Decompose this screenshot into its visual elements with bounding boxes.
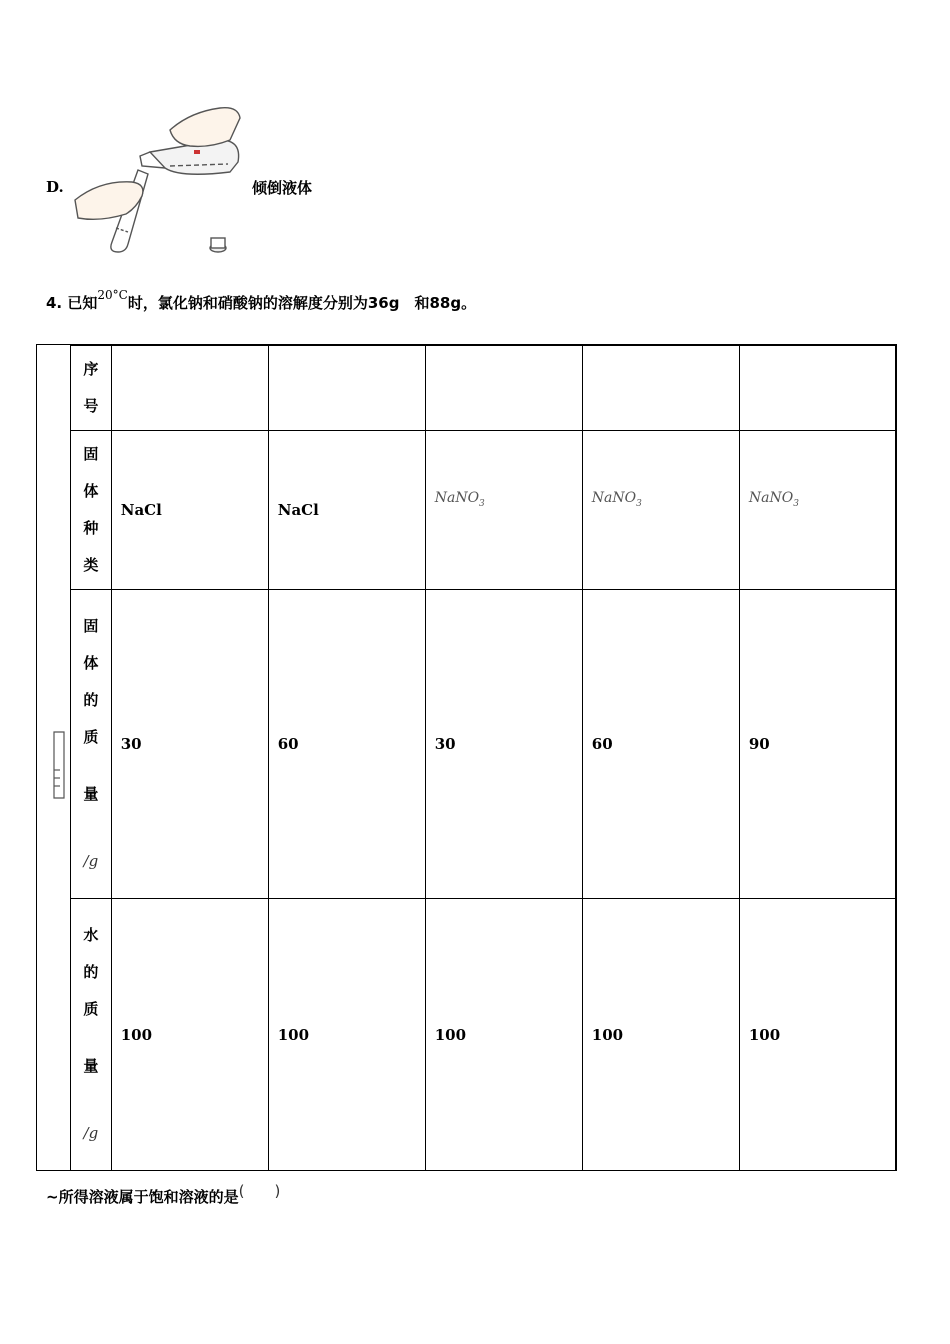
chem-formula: NaNO$_3$: [434, 489, 485, 509]
table-row-solid-type: [71, 431, 896, 590]
question-4: [46, 288, 477, 313]
table-cell: 60: [268, 590, 425, 899]
question-prompt: [46, 1182, 281, 1207]
temperature: 20°C: [97, 288, 128, 302]
table-cell: NaCl: [268, 431, 425, 590]
option-d-text: 倾倒液体: [252, 179, 313, 197]
chem-formula: NaNO$_3$: [748, 489, 799, 509]
table-cell: [739, 431, 895, 590]
experiment-table: [36, 344, 897, 1171]
table-cell: [739, 346, 895, 431]
row-header-water-mass: 水 的 质 量 /g: [71, 899, 112, 1171]
table-cell: 100: [111, 899, 268, 1171]
row-header-solid-type: 固 体 种 类: [71, 431, 112, 590]
table-cell: [425, 346, 582, 431]
question-prefix: 已知: [67, 294, 98, 312]
question-text: 时，氯化钠和硝酸钠的溶解度分别为36g 和88g。: [127, 294, 477, 312]
table-cell: 60: [582, 590, 739, 899]
table-row-solid-mass: [71, 590, 896, 899]
table-cell: [425, 431, 582, 590]
table-cell: 100: [425, 899, 582, 1171]
table-cell: 30: [425, 590, 582, 899]
chem-formula: NaNO$_3$: [591, 489, 642, 509]
table-row-index: [71, 346, 896, 431]
table-cell: [582, 431, 739, 590]
data-table: [70, 345, 896, 1171]
pouring-liquid-into-test-tube-icon: [70, 100, 250, 260]
table-cell: 100: [582, 899, 739, 1171]
row-header-index: 序 号: [71, 346, 112, 431]
tail-text: 所得溶液属于饱和溶液的是: [58, 1188, 239, 1206]
answer-blank: ( ): [238, 1182, 281, 1200]
unit-label: /g: [83, 1124, 99, 1142]
table-cell: [268, 346, 425, 431]
table-cell: NaCl: [111, 431, 268, 590]
table-cell: [111, 346, 268, 431]
table-row-water-mass: [71, 899, 896, 1171]
row-header-solid-mass: 固 体 的 质 量 /g: [71, 590, 112, 899]
table-cell: [582, 346, 739, 431]
question-number: 4.: [46, 294, 63, 312]
table-cell: 90: [739, 590, 895, 899]
table-cell: 30: [111, 590, 268, 899]
table-cell: 100: [268, 899, 425, 1171]
unit-label: /g: [83, 852, 99, 870]
option-d-label: D.: [46, 178, 64, 196]
tail-prefix: ~: [46, 1188, 59, 1206]
table-cell: 100: [739, 899, 895, 1171]
